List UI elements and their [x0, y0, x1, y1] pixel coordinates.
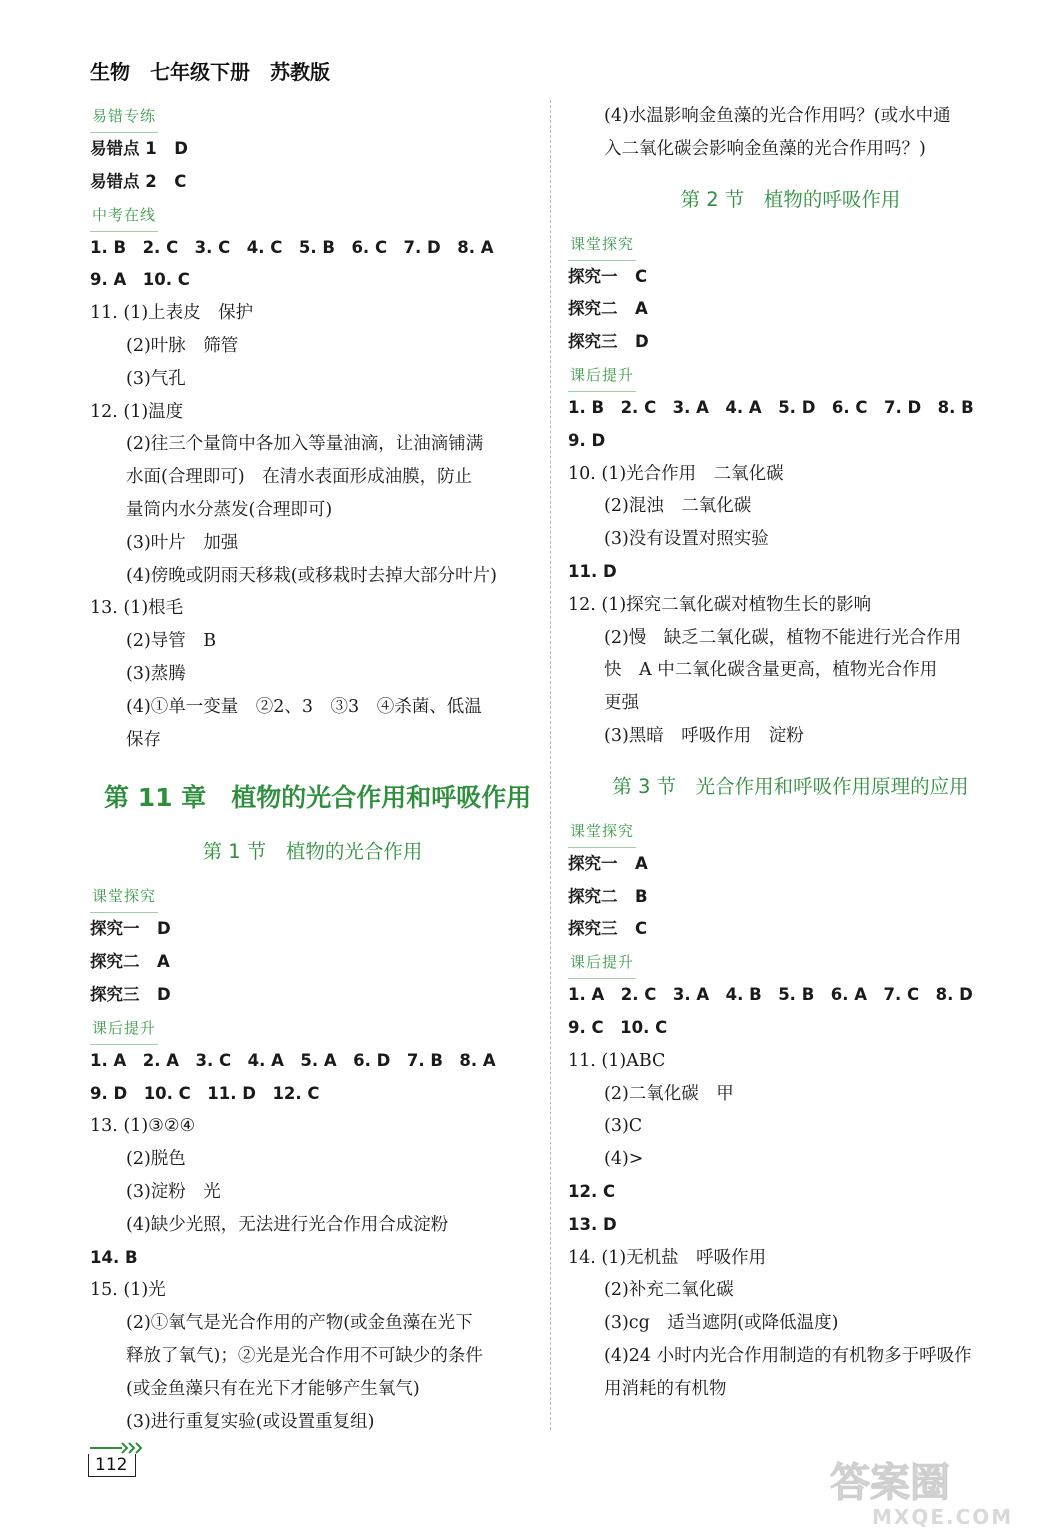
- answer-line: 1. B 2. C 3. A 4. A 5. D 6. C 7. D 8. B: [568, 397, 974, 417]
- section-label-after-class: 课后提升: [568, 359, 636, 392]
- section-label-after-class: 课后提升: [90, 1012, 158, 1045]
- answer-line: 11. D: [568, 561, 617, 581]
- section-title-3: 第 3 节 光合作用和呼吸作用原理的应用: [612, 774, 969, 798]
- answer-line: (2)叶脉 筛管: [126, 335, 239, 356]
- answer-line: (2)①氧气是光合作用的产物(或金鱼藻在光下: [126, 1313, 473, 1334]
- page-number-box: [88, 1440, 148, 1477]
- answer-line: 13. (1)根毛: [90, 598, 184, 619]
- answer-line: 1. A 2. A 3. C 4. A 5. A 6. D 7. B 8. A: [90, 1050, 496, 1070]
- section-label-after-class: 课后提升: [568, 946, 636, 979]
- answer-line: (4)缺少光照，无法进行光合作用合成淀粉: [126, 1214, 449, 1235]
- answer-line: 11. (1)上表皮 保护: [90, 303, 254, 324]
- column-divider: [550, 100, 551, 1430]
- answer-line: (2)导管 B: [126, 631, 217, 652]
- answer-line: (3)淀粉 光: [126, 1181, 221, 1202]
- answer-line: (2)二氧化碳 甲: [604, 1083, 734, 1104]
- arrow-icon: [88, 1440, 148, 1454]
- watermark-logo: [826, 1452, 1036, 1528]
- section-label-error-practice: 易错专练: [90, 100, 158, 133]
- answer-line: (4)①单一变量 ②2、3 ③3 ④杀菌、低温: [126, 696, 482, 717]
- answer-line: 9. C 10. C: [568, 1017, 668, 1037]
- answer-line: (3)叶片 加强: [126, 532, 239, 553]
- answer-line: 量筒内水分蒸发(合理即可): [126, 499, 333, 520]
- section-label-class-explore: 课堂探究: [90, 880, 158, 913]
- answer-line: (或金鱼藻只有在光下才能够产生氧气): [126, 1378, 420, 1399]
- answer-line: 9. D 10. C 11. D 12. C: [90, 1083, 320, 1103]
- answer-line: 13. D: [568, 1214, 617, 1234]
- left-column: [90, 100, 535, 1438]
- section-label-exam-online: 中考在线: [90, 199, 158, 232]
- answer-line: 探究一 D: [90, 919, 171, 939]
- answer-line: 探究一 C: [568, 266, 648, 286]
- answer-line: (2)往三个量筒中各加入等量油滴，让油滴铺满: [126, 434, 484, 455]
- answer-line: 探究三 C: [568, 919, 648, 939]
- answer-line: 易错点 1 D: [90, 139, 188, 158]
- answer-line: 13. (1)③②④: [90, 1116, 196, 1137]
- answer-line: 1. A 2. C 3. A 4. B 5. B 6. A 7. C 8. D: [568, 985, 973, 1005]
- answer-line: (2)混浊 二氧化碳: [604, 496, 752, 517]
- answer-line: 11. (1)ABC: [568, 1050, 666, 1071]
- section-label-class-explore: 课堂探究: [568, 815, 636, 848]
- answer-line: 探究二 B: [568, 886, 648, 906]
- answer-line: (2)慢 缺乏二氧化碳，植物不能进行光合作用: [604, 627, 962, 648]
- answer-line: 探究二 A: [568, 299, 648, 319]
- answer-line: 快 A 中二氧化碳含量更高，植物光合作用: [604, 660, 938, 681]
- answer-line: 12. C: [568, 1181, 616, 1201]
- answer-line: 探究三 D: [90, 984, 171, 1004]
- answer-line: (3)进行重复实验(或设置重复组): [126, 1411, 375, 1432]
- answer-line: 入二氧化碳会影响金鱼藻的光合作用吗？): [604, 138, 926, 159]
- section-title-1: 第 1 节 植物的光合作用: [202, 840, 423, 864]
- page-header-title: 生物 七年级下册 苏教版: [90, 60, 330, 84]
- answer-line: 用消耗的有机物: [604, 1378, 727, 1399]
- answer-line: (3)cg 适当遮阴(或降低温度): [604, 1313, 839, 1334]
- answer-line: 12. (1)温度: [90, 401, 184, 422]
- answer-line: 保存: [126, 729, 161, 750]
- watermark-url: MXQE.COM: [872, 1505, 1014, 1528]
- answer-line: 10. (1)光合作用 二氧化碳: [568, 463, 784, 484]
- answer-line: (4)水温影响金鱼藻的光合作用吗？(或水中通: [604, 106, 951, 126]
- answer-line: (3)蒸腾: [126, 663, 186, 684]
- answer-line: 探究二 A: [90, 952, 170, 972]
- answer-line: (4)24 小时内光合作用制造的有机物多于呼吸作: [604, 1345, 972, 1366]
- answer-line: 12. (1)探究二氧化碳对植物生长的影响: [568, 594, 872, 615]
- page-number: 112: [88, 1454, 136, 1477]
- answer-line: 14. B: [90, 1247, 138, 1267]
- answer-line: 探究三 D: [568, 332, 649, 352]
- answer-line: (3)气孔: [126, 368, 186, 389]
- answer-line: 水面(合理即可) 在清水表面形成油膜，防止: [126, 467, 473, 488]
- right-column: [568, 100, 1013, 1406]
- answer-line: 1. B 2. C 3. C 4. C 5. B 6. C 7. D 8. A: [90, 237, 494, 257]
- answer-line: (3)黑暗 呼吸作用 淀粉: [604, 725, 804, 746]
- answer-line: 探究一 A: [568, 853, 648, 873]
- answer-line: (4)>: [604, 1149, 644, 1170]
- answer-line: 14. (1)无机盐 呼吸作用: [568, 1247, 767, 1268]
- answer-line: 更强: [604, 693, 639, 714]
- chapter-title: 第 11 章 植物的光合作用和呼吸作用: [104, 783, 532, 813]
- answer-line: 易错点 2 C: [90, 171, 187, 191]
- answer-line: 9. D: [568, 430, 606, 450]
- section-label-class-explore: 课堂探究: [568, 228, 636, 261]
- answer-line: (3)C: [604, 1116, 643, 1137]
- answer-line: (3)没有设置对照实验: [604, 529, 769, 550]
- answer-line: (4)傍晚或阴雨天移栽(或移栽时去掉大部分叶片): [126, 565, 497, 586]
- answer-line: (2)补充二氧化碳: [604, 1280, 734, 1301]
- answer-line: (2)脱色: [126, 1149, 186, 1170]
- watermark-text: 答案圈: [830, 1460, 950, 1506]
- answer-line: 释放了氧气)；②光是光合作用不可缺少的条件: [126, 1345, 483, 1366]
- answer-line: 9. A 10. C: [90, 270, 190, 290]
- section-title-2: 第 2 节 植物的呼吸作用: [680, 187, 901, 211]
- answer-line: 15. (1)光: [90, 1280, 166, 1301]
